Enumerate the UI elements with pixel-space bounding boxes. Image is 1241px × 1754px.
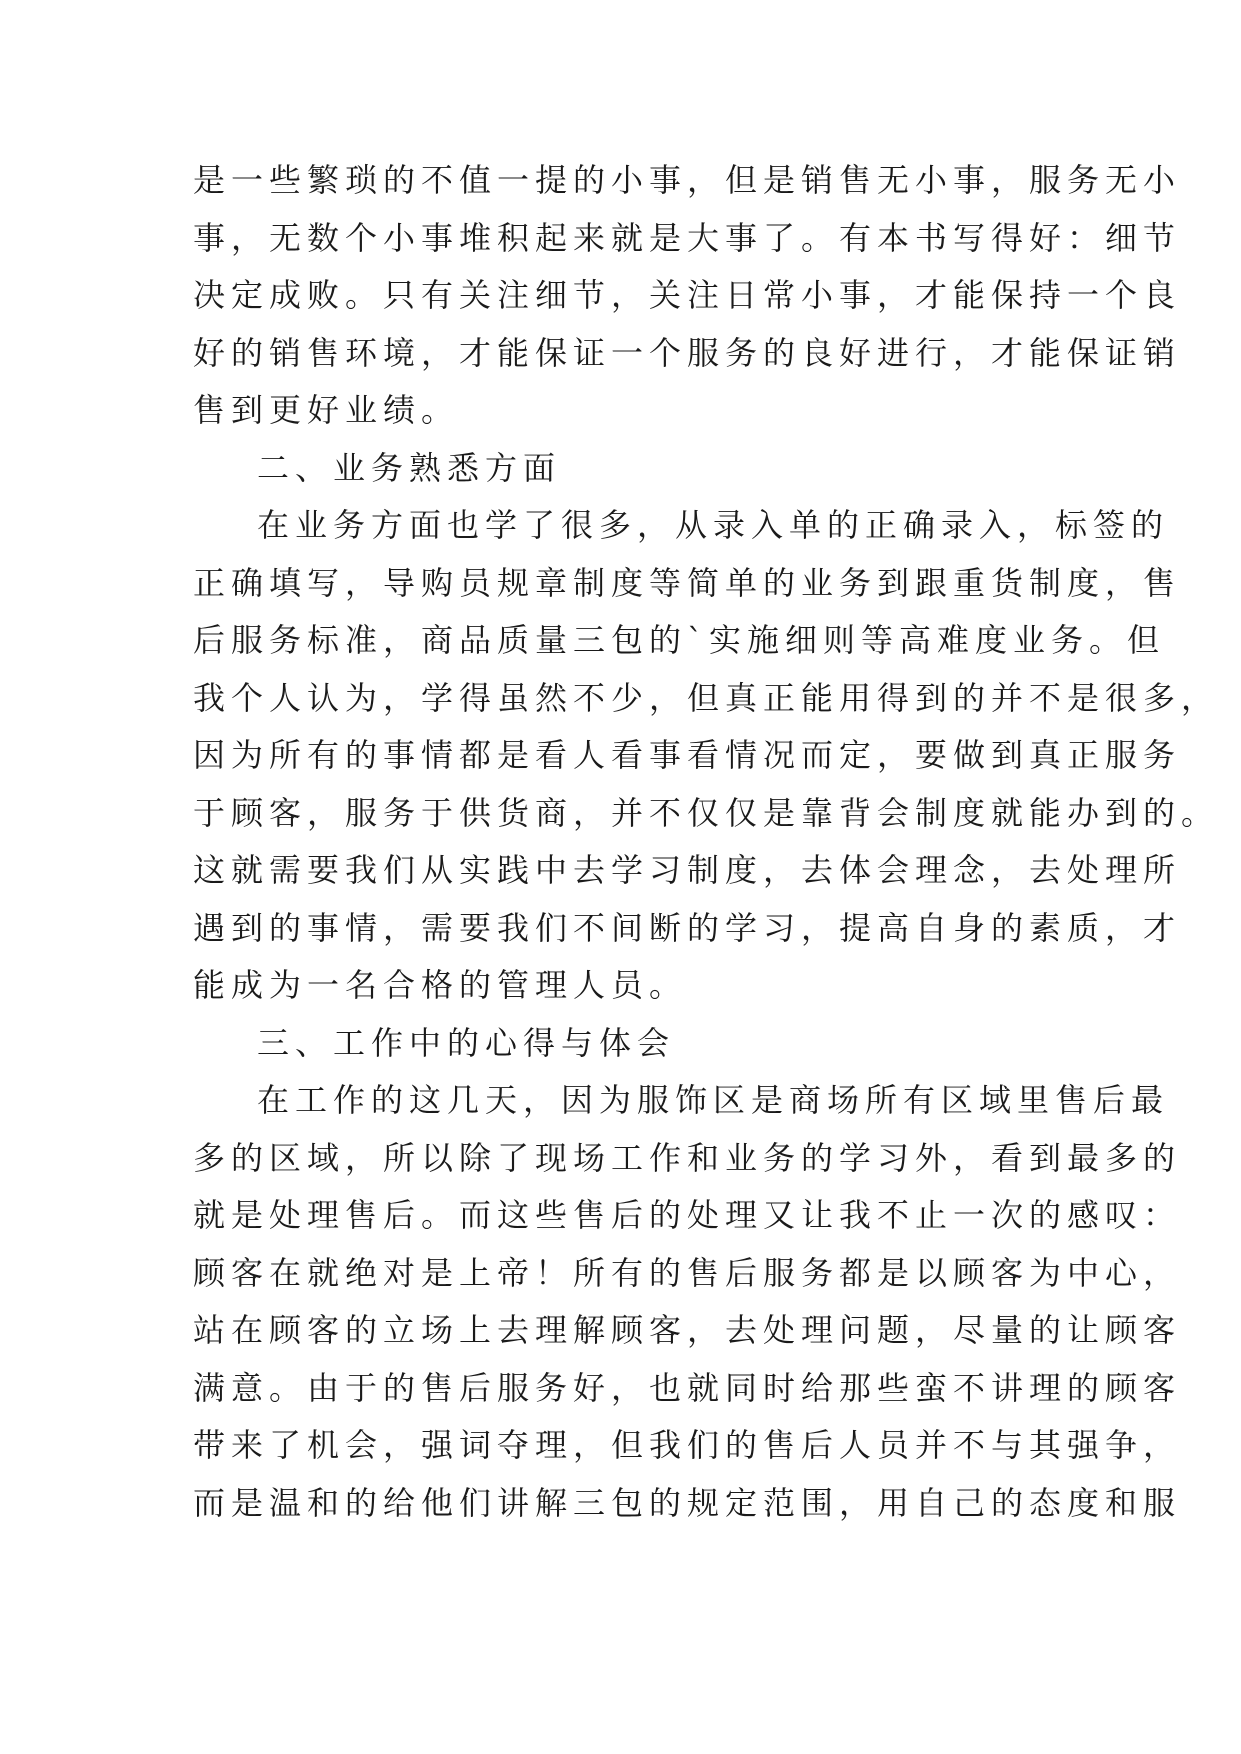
paragraph-3-line: 就是处理售后。而这些售后的处理又让我不止一次的感叹： xyxy=(193,1196,1182,1234)
paragraph-1-line: 事，无数个小事堆积起来就是大事了。有本书写得好：细节 xyxy=(193,218,1182,257)
document-body xyxy=(193,152,1220,1532)
paragraph-1-line: 好的销售环境，才能保证一个服务的良好进行，才能保证销 xyxy=(193,333,1182,372)
paragraph-3-line: 在工作的这几天，因为服饰区是商场所有区域里售后最 xyxy=(257,1081,1170,1119)
paragraph-2-line: 能成为一名合格的管理人员。 xyxy=(193,966,688,1004)
paragraph-2-line: 我个人认为，学得虽然不少，但真正能用得到的并不是很多， xyxy=(193,678,1220,717)
paragraph-2-line: 这就需要我们从实践中去学习制度，去体会理念，去处理所 xyxy=(193,851,1182,889)
paragraph-2-line: 正确填写，导购员规章制度等简单的业务到跟重货制度，售 xyxy=(193,563,1182,602)
paragraph-1-line: 是一些繁琐的不值一提的小事，但是销售无小事，服务无小 xyxy=(193,161,1182,199)
paragraph-2-line: 在业务方面也学了很多，从录入单的正确录入，标签的 xyxy=(257,506,1170,544)
paragraph-3-line: 满意。由于的售后服务好，也就同时给那些蛮不讲理的顾客 xyxy=(193,1368,1182,1407)
paragraph-1-line: 决定成败。只有关注细节，关注日常小事，才能保持一个良 xyxy=(193,276,1182,314)
paragraph-3-line: 带来了机会，强词夺理，但我们的售后人员并不与其强争， xyxy=(193,1426,1182,1464)
paragraph-2-line: 于顾客，服务于供货商，并不仅仅是靠背会制度就能办到的。 xyxy=(193,793,1220,832)
paragraph-2-line: 后服务标准，商品质量三包的`实施细则等高难度业务。但 xyxy=(193,621,1166,659)
paragraph-1-line: 售到更好业绩。 xyxy=(193,391,460,429)
section-heading-3: 三、工作中的心得与体会 xyxy=(257,1023,676,1062)
paragraph-3-line: 站在顾客的立场上去理解顾客，去处理问题，尽量的让顾客 xyxy=(193,1311,1182,1349)
paragraph-2-line: 遇到的事情，需要我们不间断的学习，提高自身的素质，才 xyxy=(193,908,1182,947)
paragraph-3-line: 顾客在就绝对是上帝！所有的售后服务都是以顾客为中心， xyxy=(193,1253,1182,1292)
paragraph-3-line: 而是温和的给他们讲解三包的规定范围，用自己的态度和服 xyxy=(193,1483,1182,1522)
paragraph-2-line: 因为所有的事情都是看人看事看情况而定，要做到真正服务 xyxy=(193,736,1182,774)
paragraph-3-line: 多的区域，所以除了现场工作和业务的学习外，看到最多的 xyxy=(193,1138,1182,1177)
section-heading-2: 二、业务熟悉方面 xyxy=(257,448,562,487)
